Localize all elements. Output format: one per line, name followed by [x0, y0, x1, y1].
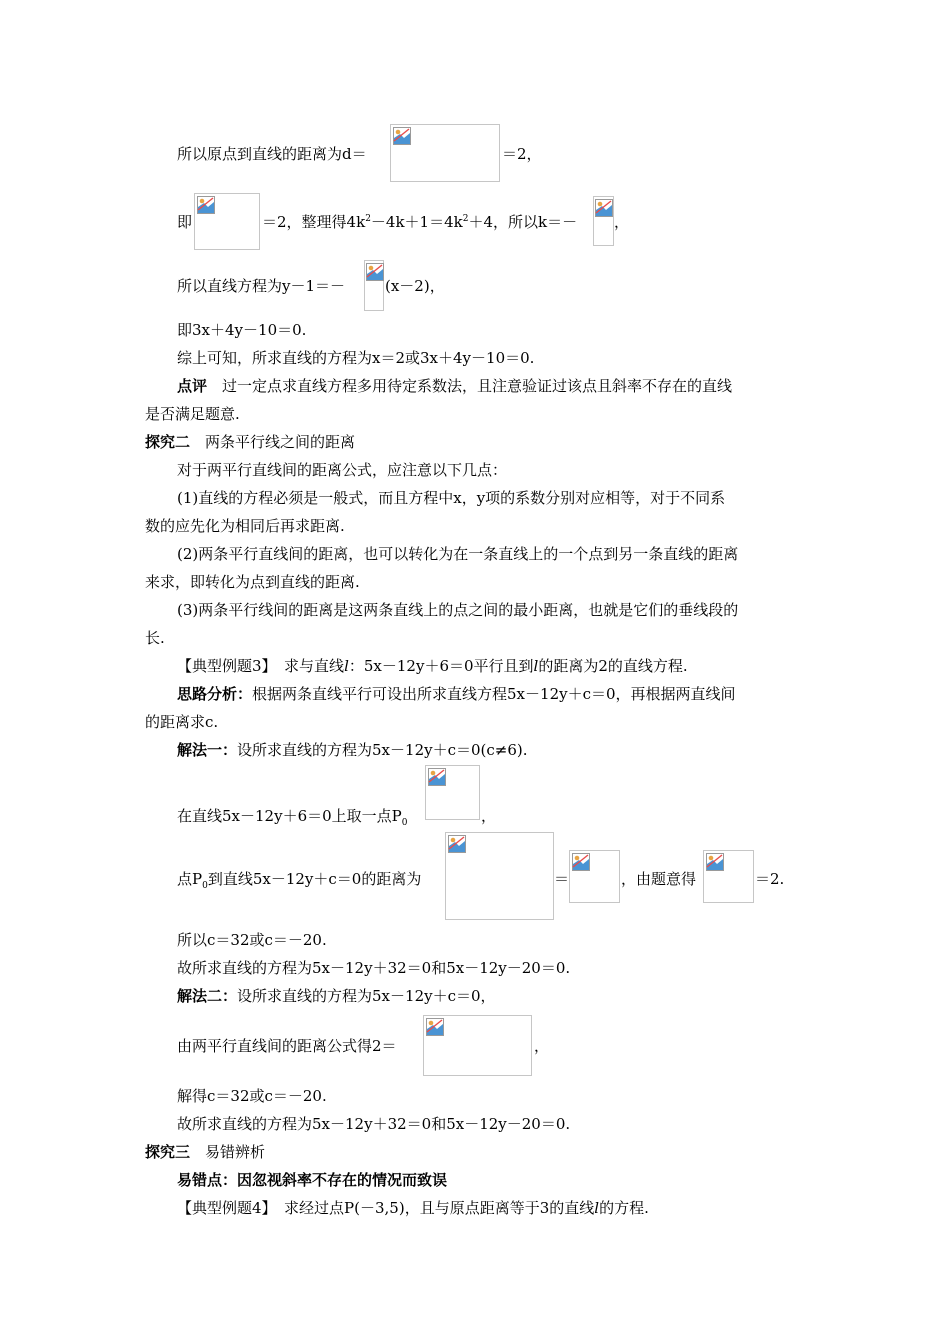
- text-span: ＝2.: [755, 870, 785, 888]
- text-line: 综上可知，所求直线的方程为x＝2或3x＋4y－10＝0.: [177, 349, 535, 367]
- label-bold: 思路分析：: [177, 685, 253, 703]
- subscript: 0: [202, 881, 208, 891]
- text-span: 所以原点到直线的距离为d＝: [177, 145, 367, 163]
- text-span: ＋4，所以k＝－: [468, 213, 578, 231]
- text-span: ，: [534, 1037, 550, 1055]
- text-span: [262, 212, 577, 232]
- formula-image-placeholder: [445, 832, 554, 920]
- broken-image-icon: [572, 853, 590, 871]
- superscript: 2: [462, 214, 469, 224]
- error-point-heading: 易错点：因忽视斜率不存在的情况而致误: [177, 1171, 448, 1189]
- text-span: 求与直线: [269, 657, 345, 675]
- text-line: 数的应先化为相同后再求距离.: [145, 517, 345, 535]
- example-heading: [177, 1198, 649, 1218]
- text-line: [177, 684, 736, 704]
- formula-image-placeholder: [364, 260, 384, 311]
- broken-image-icon: [393, 127, 411, 145]
- formula-image-placeholder: [425, 765, 480, 820]
- text-line: 长.: [145, 629, 165, 647]
- label-bold: 解法一：: [177, 741, 238, 759]
- formula-image-placeholder: [569, 850, 620, 903]
- example-label: 【典型例题3】: [177, 657, 270, 675]
- text-span: (x－2)，: [385, 277, 445, 295]
- section-title: 易错辨析: [190, 1143, 266, 1161]
- broken-image-icon: [428, 768, 446, 786]
- text-span: 设所求直线的方程为5x－12y＋c＝0(c≠6).: [237, 741, 528, 759]
- broken-image-icon: [197, 196, 215, 214]
- formula-image-placeholder: [423, 1015, 532, 1076]
- text-line: (1)直线的方程必须是一般式，而且方程中x，y项的系数分别对应相等，对于不同系: [177, 489, 726, 507]
- section-label: 探究三: [145, 1143, 191, 1161]
- text-span: ＝2，整理得4k: [262, 213, 366, 231]
- label-bold: 解法二：: [177, 987, 238, 1005]
- text-span: ，: [614, 213, 630, 231]
- text-span: 根据两条直线平行可设出所求直线方程5x－12y＋c＝0，再根据两直线间: [252, 685, 736, 703]
- math-var: l: [594, 1199, 600, 1217]
- text-line: 对于两平行直线间的距离公式，应注意以下几点：: [177, 461, 508, 479]
- text-line: 即3x＋4y－10＝0.: [177, 321, 307, 339]
- text-line: 是否满足题意.: [145, 405, 240, 423]
- text-line: 的距离求c.: [145, 713, 219, 731]
- text-span: 即: [177, 213, 193, 231]
- label-bold: 点评: [177, 377, 208, 395]
- text-span: ，: [481, 807, 497, 825]
- text-span: ＝2，: [502, 145, 542, 163]
- broken-image-icon: [366, 263, 384, 281]
- formula-image-placeholder: [390, 124, 500, 182]
- text-span: ：5x－12y＋6＝0平行且到: [348, 657, 534, 675]
- section-heading: [145, 432, 355, 452]
- text-line: [177, 376, 732, 396]
- section-heading: [145, 1142, 265, 1162]
- math-var: l: [344, 657, 349, 675]
- text-span: 到直线5x－12y＋c＝0的距离为: [207, 870, 422, 888]
- text-span: 点P: [177, 870, 203, 888]
- text-line: 解得c＝32或c＝－20.: [177, 1087, 327, 1105]
- text-span: 求经过点P(－3,5)，且与原点距离等于3的直线: [269, 1199, 595, 1217]
- math-var: l: [533, 657, 539, 675]
- section-title: 两条平行线之间的距离: [190, 433, 356, 451]
- broken-image-icon: [448, 835, 466, 853]
- text-line: 故所求直线的方程为5x－12y＋32＝0和5x－12y－20＝0.: [177, 959, 571, 977]
- text-span: －4k＋1＝4k: [370, 213, 463, 231]
- text-span: [177, 806, 407, 826]
- text-span: 的方程.: [599, 1199, 649, 1217]
- text-span: 设所求直线的方程为5x－12y＋c＝0，: [237, 987, 496, 1005]
- subscript: 0: [401, 818, 408, 828]
- text-span: 的距离为2的直线方程.: [538, 657, 688, 675]
- text-line: 来求，即转化为点到直线的距离.: [145, 573, 360, 591]
- text-span: 在直线5x－12y＋6＝0上取一点P: [177, 807, 402, 825]
- text-line: 所以c＝32或c＝－20.: [177, 931, 327, 949]
- text-span: ，由题意得: [621, 870, 697, 888]
- text-line: (3)两条平行线间的距离是这两条直线上的点之间的最小距离，也就是它们的垂线段的: [177, 601, 739, 619]
- example-heading: [177, 656, 688, 676]
- example-label: 【典型例题4】: [177, 1199, 270, 1217]
- text-line: 故所求直线的方程为5x－12y＋32＝0和5x－12y－20＝0.: [177, 1115, 571, 1133]
- text-line: [177, 986, 496, 1006]
- text-span: ＝: [554, 870, 570, 888]
- section-label: 探究二: [145, 433, 191, 451]
- text-line: (2)两条平行直线间的距离，也可以转化为在一条直线上的一个点到另一条直线的距离: [177, 545, 739, 563]
- text-span: 由两平行直线间的距离公式得2＝: [177, 1037, 397, 1055]
- superscript: 2: [365, 214, 371, 224]
- broken-image-icon: [595, 199, 613, 217]
- text-span: 过一定点求直线方程多用待定系数法，且注意验证过该点且斜率不存在的直线: [207, 377, 733, 395]
- formula-image-placeholder: [703, 850, 754, 903]
- text-line: [177, 740, 528, 760]
- text-span: 所以直线方程为y－1＝－: [177, 277, 346, 295]
- formula-image-placeholder: [593, 196, 614, 246]
- broken-image-icon: [706, 853, 724, 871]
- broken-image-icon: [426, 1018, 444, 1036]
- formula-image-placeholder: [194, 193, 260, 250]
- text-span: [177, 869, 421, 889]
